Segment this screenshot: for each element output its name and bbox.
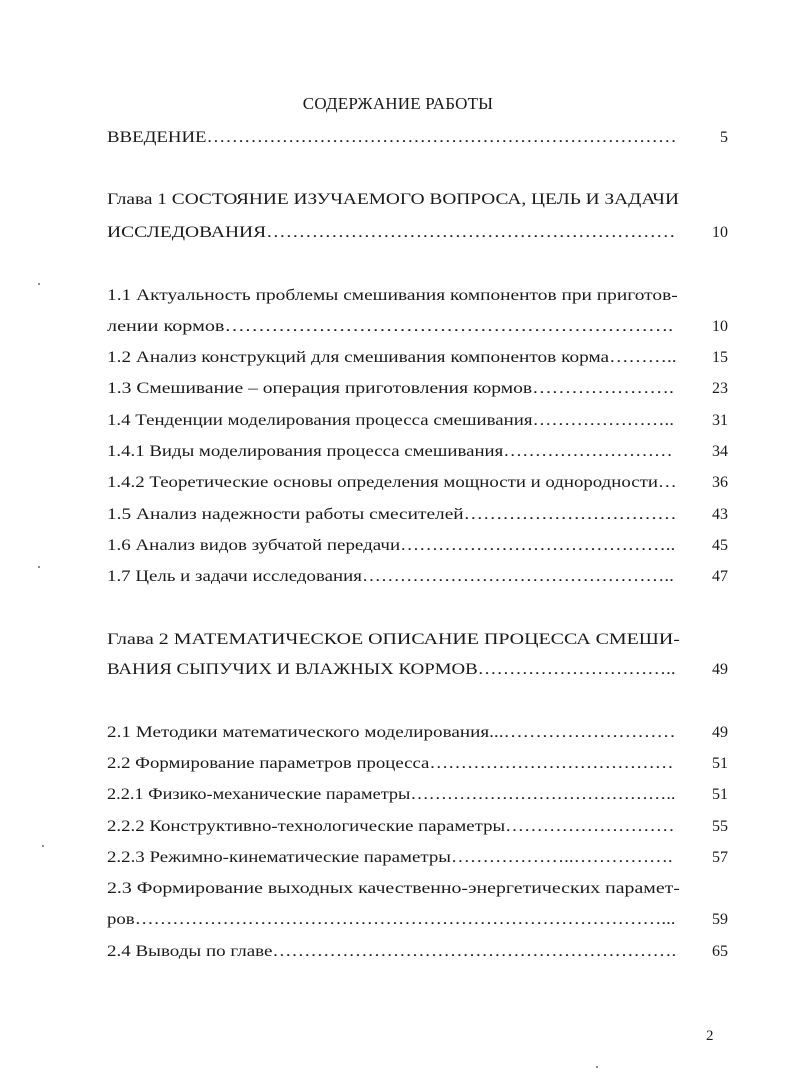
- toc-entry-page: 51: [712, 786, 728, 803]
- toc-entry-text: 1.2 Анализ конструкций для смешивания компонентов корма………..: [107, 349, 677, 366]
- toc-entry-text: 2.1 Методики математического моделирования...………………………: [107, 724, 676, 741]
- toc-entry-text: 1.4.1 Виды моделирования процесса смешивания………………………: [107, 443, 673, 460]
- toc-entry-text: Глава 1 СОСТОЯНИЕ ИЗУЧАЕМОГО ВОПРОСА, ЦЕЛЬ И ЗАДАЧИ: [107, 191, 679, 208]
- toc-entry-page: 59: [712, 911, 728, 928]
- toc-entry-page: 5: [720, 129, 728, 146]
- toc-entry-page: 15: [712, 349, 728, 366]
- toc-entry-text: ВВЕДЕНИЕ…………………………………………………………………: [107, 129, 677, 146]
- toc-entry-text: лении кормов………………………………………………………….: [107, 318, 674, 335]
- toc-entry-page: 51: [712, 755, 728, 772]
- toc-entry-page: 57: [712, 849, 728, 866]
- scan-speck: [42, 845, 44, 847]
- toc-entry-page: 55: [712, 818, 728, 835]
- toc-entry-text: 1.4.2 Теоретические основы определения мощности и однородности…: [107, 474, 677, 491]
- toc-entry-text: 2.4 Выводы по главе……………………………………………………….: [107, 943, 677, 960]
- page-title: СОДЕРЖАНИЕ РАБОТЫ: [302, 94, 494, 113]
- toc-entry-page: 49: [712, 724, 728, 741]
- toc-entry-page: 31: [712, 412, 728, 429]
- toc-entry-page: 49: [712, 661, 728, 678]
- toc-entry-text: 2.2 Формирование параметров процесса…………………………………: [107, 755, 674, 772]
- toc-entry-text: 1.7 Цель и задачи исследования…………………………………………..: [107, 568, 674, 585]
- toc-entry-page: 45: [712, 537, 728, 554]
- toc-entry-text: ИССЛЕДОВАНИЯ………………………………………………………: [107, 224, 676, 241]
- toc-entry-page: 43: [712, 506, 728, 523]
- toc-entry-page: 23: [712, 380, 728, 397]
- toc-entry-page: 34: [712, 443, 728, 460]
- toc-entry-text: ров…………………………………………………………………………...: [107, 911, 676, 928]
- scan-speck: [38, 566, 40, 568]
- toc-entry-text: Глава 2 МАТЕМАТИЧЕСКОЕ ОПИСАНИЕ ПРОЦЕССА СМЕШИ-: [107, 631, 680, 648]
- toc-entry-text: 1.4 Тенденции моделирования процесса смешивания…………………..: [107, 412, 674, 429]
- page-number: 2: [706, 1028, 714, 1044]
- toc-entry-page: 10: [712, 318, 728, 335]
- toc-entry-text: 1.6 Анализ видов зубчатой передачи……………………………………..: [107, 537, 676, 554]
- toc-entry-text: 1.3 Смешивание – операция приготовления кормов………………….: [107, 380, 674, 397]
- toc-entry-page: 47: [712, 568, 728, 585]
- scan-speck: [596, 1066, 598, 1068]
- toc-entry-page: 10: [712, 224, 728, 241]
- toc-entry-text: 2.2.3 Режимно-кинематические параметры………………..…………….: [107, 849, 673, 866]
- toc-entry-page: 65: [712, 943, 728, 960]
- toc-entry-text: 1.1 Актуальность проблемы смешивания компонентов при приготов-: [107, 287, 678, 304]
- toc-entry-text: 2.3 Формирование выходных качественно-энергетических парамет-: [107, 880, 680, 897]
- toc-entry-page: 36: [712, 474, 728, 491]
- scan-speck: [38, 283, 40, 285]
- toc-entry-text: 1.5 Анализ надежности работы смесителей……………………………: [107, 506, 677, 523]
- toc-entry-text: 2.2.2 Конструктивно-технологические параметры………………………: [107, 818, 675, 835]
- toc-entry-text: 2.2.1 Физико-механические параметры……………………………………..: [107, 786, 676, 803]
- toc-entry-text: ВАНИЯ СЫПУЧИХ И ВЛАЖНЫХ КОРМОВ…………………………..: [107, 661, 676, 678]
